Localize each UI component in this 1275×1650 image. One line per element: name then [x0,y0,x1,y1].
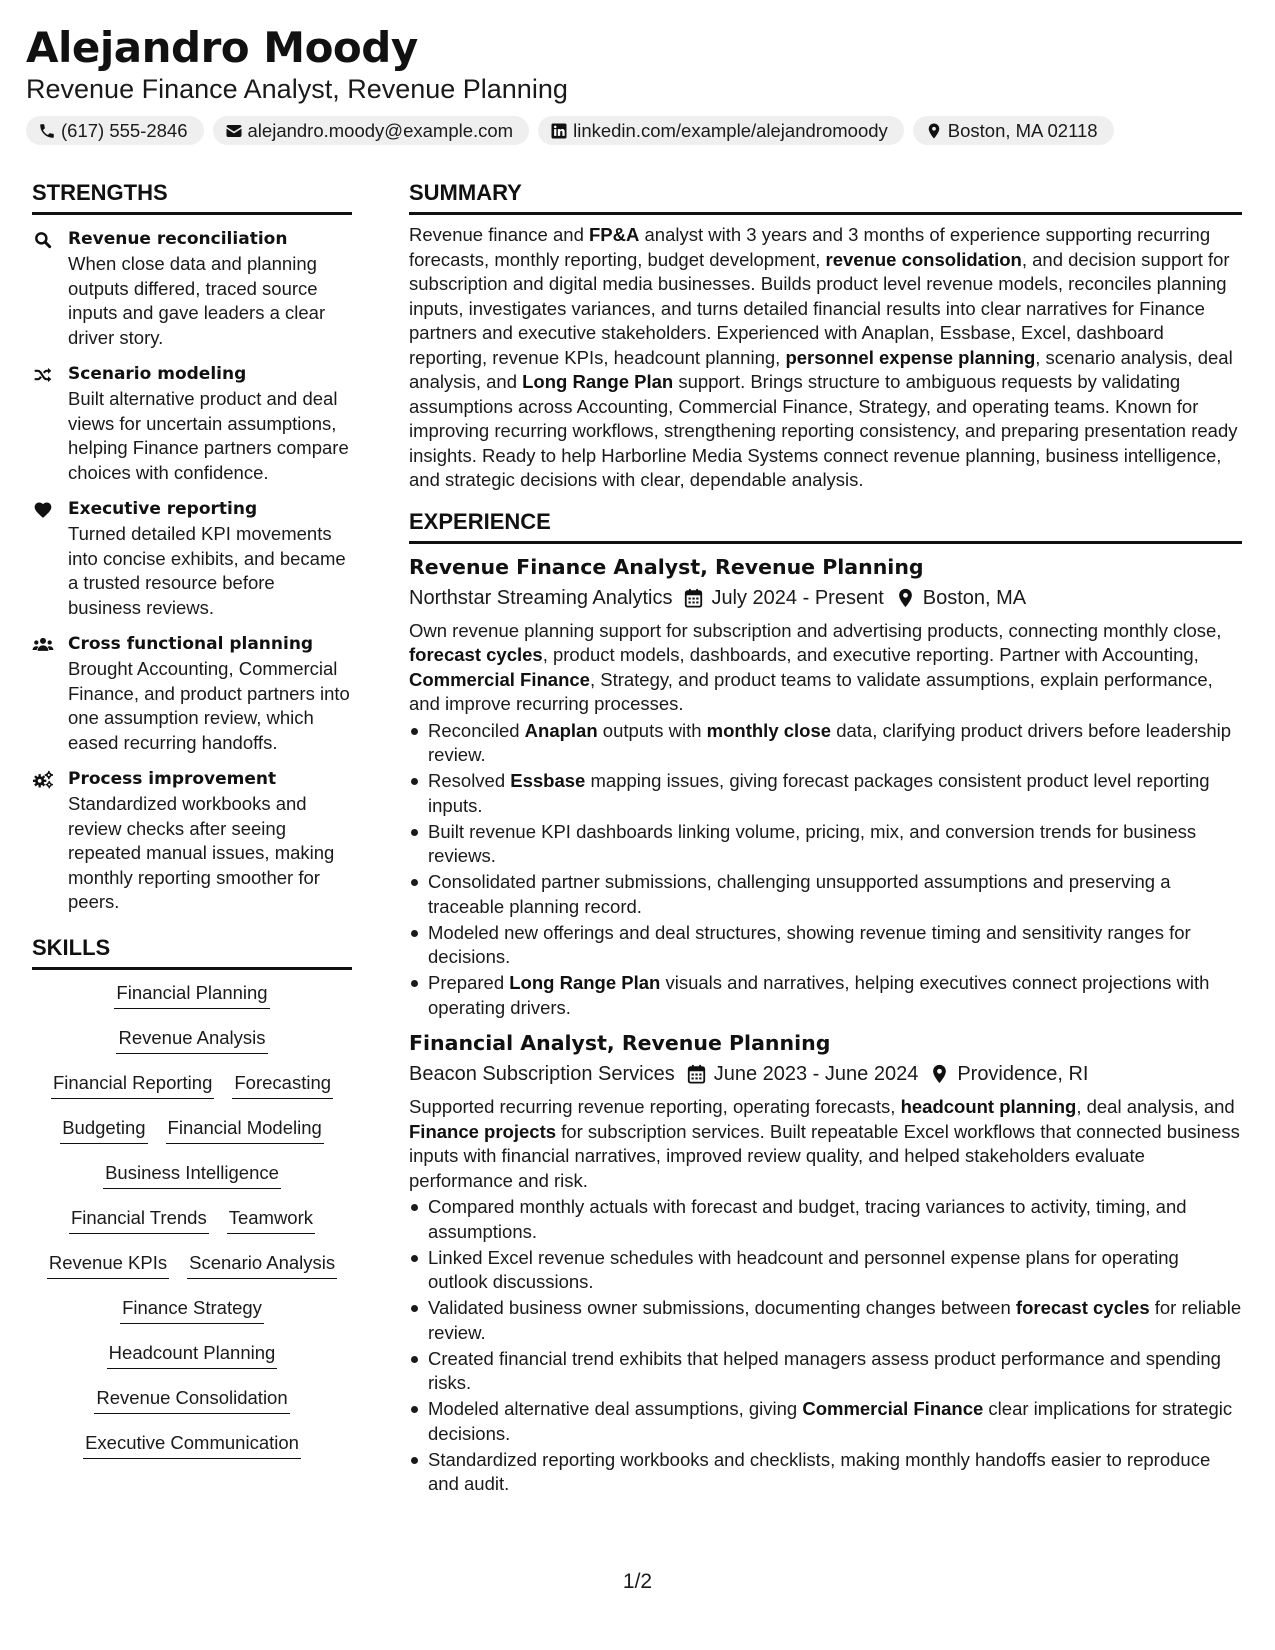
skill-row [69,1205,315,1250]
users-icon [32,635,54,655]
text-run: , deal analysis, and [1076,1096,1235,1117]
email-chip[interactable] [213,116,530,145]
achievement-item [409,1347,1242,1396]
job-dates: June 2023 - June 2024 [713,1063,919,1085]
skill-tag: Financial Trends [69,1205,209,1234]
skill-tag: Revenue Consolidation [94,1385,289,1414]
strength-description: Brought Accounting, Commercial Finance, and product partners into one assumption review, which eased recurring handoffs. [68,658,350,753]
bold-text: forecast cycles [1015,1297,1150,1318]
bold-text: Commercial Finance [802,1398,984,1419]
skill-row [83,1430,301,1475]
skill-tag: Budgeting [60,1115,147,1144]
skill-row [60,1115,324,1160]
achievement-item [409,1296,1242,1345]
gears-icon [32,770,54,790]
email-text: alejandro.moody@example.com [247,119,514,141]
page-number: 1/2 [622,1570,653,1593]
skill-tag: Scenario Analysis [187,1250,337,1279]
calendar-icon [687,1064,706,1084]
text-run: , product models, dashboards, and executive reporting. Partner with Accounting, [542,644,1199,665]
calendar-icon [684,588,703,608]
summary-heading: SUMMARY [409,178,1242,215]
company-name: Beacon Subscription Services [409,1063,675,1085]
text-run: analyst with 3 years and 3 months of experience supporting recurring forecasts, monthly reporting, budget development, [409,224,1211,270]
achievement-item [409,921,1242,970]
skill-tag: Financial Modeling [166,1115,324,1144]
strength-title: Process improvement [68,769,277,789]
skill-tag: Revenue Analysis [116,1025,267,1054]
heart-icon [32,500,54,520]
text-run: , scenario analysis, deal analysis, and [409,346,1233,392]
strengths-list [32,227,352,915]
contact-bar [26,116,1256,145]
strength-description: Turned detailed KPI movements into concise exhibits, and became a trusted resource before business reviews. [68,523,346,618]
text-run: Linked Excel revenue schedules with headcount and personnel expense plans for operating outlook discussions. [428,1246,1179,1292]
linkedin-chip[interactable] [538,116,904,145]
text-run: Reconciled [428,719,525,741]
candidate-name: Alejandro Moody [26,23,418,72]
text-run: Modeled alternative deal assumptions, giving [428,1398,803,1419]
achievement-list [409,1195,1242,1497]
skill-tag: Business Intelligence [103,1160,281,1189]
summary-paragraph [409,223,1242,493]
linkedin-icon [550,122,568,140]
job-title: Revenue Finance Analyst, Revenue Planning [409,554,924,579]
strength-description: When close data and planning outputs differed, traced source inputs and gave leaders a clear driver story. [68,253,326,348]
linkedin-text: linkedin.com/example/alejandromoody [573,119,888,141]
skill-tag: Financial Reporting [51,1070,214,1099]
location-chip [913,116,1114,145]
text-run: Built revenue KPI dashboards linking volume, pricing, mix, and conversion trends for business reviews. [428,820,1197,866]
text-run: for subscription services. Built repeatable Excel workflows that connected business inputs with financial narratives, improved review quality, and helped stakeholders evaluate performance and risk. [409,1120,1240,1191]
bold-text: monthly close [706,719,832,741]
job-dates: July 2024 - Present [711,586,884,609]
map-pin-icon [930,1064,949,1084]
achievement-item [409,1246,1242,1295]
bold-text: personnel expense planning [785,346,1036,368]
envelope-icon [225,122,243,140]
skill-row [120,1295,264,1340]
search-icon [32,230,54,250]
achievement-list [409,719,1242,1021]
text-run: , and decision support for subscription and digital media businesses. Builds product level revenue models, reconciles planning inputs, investigates variances, and turns detailed financial results into clear narratives for Finance partners and executive stakeholders. Experienced with Anaplan, Essbase, Excel, dashboard reporting, revenue KPIs, headcount planning, [409,248,1230,368]
bold-text: Commercial Finance [409,668,590,690]
resume-header [26,22,1256,145]
strength-title: Scenario modeling [68,364,247,384]
text-run: outputs with [597,719,707,741]
location-text: Boston, MA 02118 [947,119,1098,141]
right-column [409,178,1242,1498]
map-pin-icon [896,588,915,608]
strength-item [32,767,352,915]
text-run: Resolved [428,770,511,791]
bold-text: headcount planning [900,1096,1077,1117]
strengths-heading: STRENGTHS [32,178,352,215]
left-column [32,178,352,1475]
text-run: for reliable review. [428,1297,1242,1343]
skill-row [103,1160,281,1205]
experience-list [409,552,1242,1497]
strength-description: Built alternative product and deal views for uncertain assumptions, helping Finance partners compare choices with confidence. [68,388,349,483]
strength-item [32,497,352,620]
text-run: Validated business owner submissions, documenting changes between [428,1297,1016,1318]
job-entry [409,1028,1242,1497]
skill-tag: Forecasting [232,1070,333,1099]
skill-row [116,1025,267,1070]
bold-text: forecast cycles [409,644,543,665]
experience-heading: EXPERIENCE [409,507,1242,544]
skill-row [94,1385,289,1430]
text-run: Revenue finance and [409,224,589,245]
job-meta [409,583,1242,613]
achievement-item [409,719,1242,768]
job-location: Boston, MA [922,586,1027,609]
company-name: Northstar Streaming Analytics [409,586,673,609]
text-run: Modeled new offerings and deal structures, showing revenue timing and sensitivity ranges for decisions. [428,921,1191,967]
shuffle-icon [32,365,54,385]
skill-row [51,1070,333,1115]
bold-text: revenue consolidation [825,248,1022,270]
text-run: Consolidated partner submissions, challenging unsupported assumptions and preserving a traceable planning record. [428,871,1171,917]
text-run: , Strategy, and product teams to validate assumptions, explain performance, and improve recurring processes. [409,668,1213,714]
achievement-item [409,769,1242,818]
achievement-item [409,1195,1242,1244]
achievement-item [409,820,1242,869]
skills-list [32,980,352,1475]
skill-tag: Finance Strategy [120,1295,264,1324]
strength-item [32,632,352,755]
skills-heading: SKILLS [32,933,352,970]
strength-description: Standardized workbooks and review checks after seeing repeated manual issues, making monthly reporting smoother for peers. [68,793,335,912]
skill-row [47,1250,337,1295]
achievement-item [409,1397,1242,1446]
job-location: Providence, RI [957,1063,1089,1085]
achievement-item [409,1448,1242,1497]
text-run: Standardized reporting workbooks and checklists, making monthly handoffs easier to reproduce and audit. [428,1448,1211,1494]
text-run: Compared monthly actuals with forecast and budget, tracing variances to activity, timing, and assumptions. [428,1196,1187,1242]
text-run: data, clarifying product drivers before leadership review. [428,719,1232,765]
skill-row [107,1340,278,1385]
skill-tag: Teamwork [227,1205,315,1234]
text-run: Prepared [428,972,510,993]
text-run: clear implications for strategic decisions. [428,1398,1233,1444]
skill-tag: Revenue KPIs [47,1250,169,1279]
strength-title: Revenue reconciliation [68,229,288,249]
text-run: Supported recurring revenue reporting, operating forecasts, [409,1096,901,1117]
candidate-headline: Revenue Finance Analyst, Revenue Planning [26,74,568,104]
phone-text: (617) 555-2846 [61,119,188,141]
text-run: Own revenue planning support for subscription and advertising products, connecting monthly close, [409,619,1222,641]
skill-row [114,980,269,1025]
bold-text: Long Range Plan [509,972,661,993]
map-pin-icon [925,122,943,140]
achievement-item [409,971,1242,1020]
bold-text: Long Range Plan [522,371,674,392]
phone-chip[interactable] [26,116,204,145]
phone-icon [38,122,56,140]
bold-text: FP&A [589,224,640,245]
bold-text: Finance projects [409,1120,557,1142]
job-title: Financial Analyst, Revenue Planning [409,1031,831,1055]
bold-text: Essbase [510,770,586,791]
job-description [409,1095,1242,1193]
skill-tag: Executive Communication [83,1430,301,1459]
text-run: support. Brings structure to ambiguous requests by validating assumptions across Accounting, Commercial Finance, Strategy, and operating teams. Known for improving recurring workflows, strengthening reporting consistency, and preparing presentation ready insights. Ready to help Harborline Media Systems connect revenue planning, business intelligence, and strategic decisions with clear, dependable analysis. [409,371,1238,490]
text-run: Created financial trend exhibits that helped managers assess product performance and spending risks. [428,1347,1221,1393]
achievement-item [409,870,1242,919]
skill-tag: Financial Planning [114,980,269,1009]
job-meta [409,1059,1242,1089]
skill-tag: Headcount Planning [107,1340,278,1369]
bold-text: Anaplan [524,719,598,741]
text-run: mapping issues, giving forecast packages consistent product level reporting inputs. [428,770,1210,816]
job-entry [409,552,1242,1021]
strength-item [32,362,352,485]
strength-title: Executive reporting [68,499,258,519]
strength-item [32,227,352,350]
text-run: visuals and narratives, helping executives connect projections with operating drivers. [428,972,1210,1018]
strength-title: Cross functional planning [68,634,314,654]
job-description [409,619,1242,717]
